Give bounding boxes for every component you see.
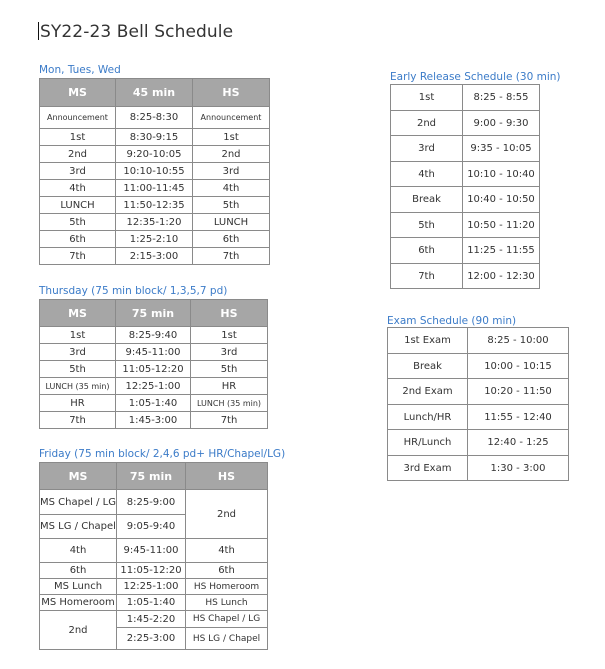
table-cell: 11:05-12:20 [117,563,186,579]
table-row [40,395,268,412]
table-cell: 4th [186,539,268,563]
friday-header-duration: 75 min [117,463,186,490]
table-cell: 10:10 - 10:40 [463,162,540,187]
table-row [40,163,270,180]
table-cell: 2nd [186,490,268,539]
table-row [391,264,540,289]
table-row [40,539,268,563]
table-cell: 2nd [391,111,463,136]
table-cell: 9:45-11:00 [117,539,186,563]
table-cell: HS LG / Chapel [186,628,268,650]
table-row [388,456,569,481]
table-row [40,378,268,395]
table-cell: 2nd [193,146,270,163]
table-row [388,328,569,354]
table-cell: 1:45-3:00 [116,412,191,429]
table-cell: MS Lunch [40,579,117,595]
table-row [40,595,268,611]
table-cell: 3rd [40,163,116,180]
text-cursor [38,22,39,40]
table-cell: 1st [193,129,270,146]
mtw-header-ms: MS [40,79,116,107]
table-cell: 5th [193,197,270,214]
table-cell: 1:30 - 3:00 [468,456,569,481]
table-cell: 3rd Exam [388,456,468,481]
table-cell: 10:50 - 11:20 [463,213,540,238]
table-row [391,187,540,213]
table-row [391,85,540,111]
table-cell: 6th [40,563,117,579]
early-release-table [390,84,540,289]
table-cell: HS Chapel / LG [186,611,268,628]
table-row [40,146,270,163]
friday-table [39,462,268,650]
table-cell: 3rd [391,136,463,162]
table-row [40,563,268,579]
table-cell: 9:35 - 10:05 [463,136,540,162]
table-cell: 3rd [193,163,270,180]
table-cell: 1st Exam [388,328,468,354]
table-cell: Break [391,187,463,213]
table-row [388,430,569,456]
table-cell: Break [388,354,468,379]
table-cell: MS LG / Chapel [40,515,117,539]
friday-header-hs: HS [186,463,268,490]
table-cell: 6th [40,231,116,248]
table-row [391,162,540,187]
table-row [40,579,268,595]
table-cell: 1st [40,129,116,146]
table-row [40,490,268,515]
table-cell: 11:25 - 11:55 [463,238,540,264]
table-cell: HS Homeroom [186,579,268,595]
table-cell: 4th [40,539,117,563]
thursday-table [39,299,268,429]
table-cell: 9:20-10:05 [116,146,193,163]
table-cell: 4th [40,180,116,197]
table-cell: 6th [193,231,270,248]
thursday-header-duration: 75 min [116,300,191,327]
table-row [40,231,270,248]
thursday-header-ms: MS [40,300,116,327]
document-title-text: SY22-23 Bell Schedule [40,22,234,42]
table-row [388,354,569,379]
mtw-header-row [40,79,270,107]
table-row [388,405,569,430]
table-cell: 8:25-9:40 [116,327,191,344]
table-cell: 11:50-12:35 [116,197,193,214]
table-cell: 8:25-8:30 [116,107,193,129]
table-cell: 5th [191,361,268,378]
table-row [40,611,268,628]
table-cell: 10:10-10:55 [116,163,193,180]
table-cell: 8:30-9:15 [116,129,193,146]
table-cell: 10:20 - 11:50 [468,379,569,405]
table-cell: 12:25-1:00 [117,579,186,595]
document-title[interactable] [38,22,233,42]
table-row [391,213,540,238]
table-cell: 7th [191,412,268,429]
table-cell: 2:25-3:00 [117,628,186,650]
table-row [391,111,540,136]
table-cell: LUNCH [40,197,116,214]
table-cell: 1:45-2:20 [117,611,186,628]
table-cell: 7th [391,264,463,289]
friday-header-row [40,463,268,490]
table-cell: 12:25-1:00 [116,378,191,395]
friday-heading: Friday (75 min block/ 2,4,6 pd+ HR/Chapel/LG) [39,448,286,460]
thursday-header-hs: HS [191,300,268,327]
exam-table [387,327,569,481]
table-row [40,361,268,378]
table-row [388,379,569,405]
table-cell: 12:00 - 12:30 [463,264,540,289]
table-cell: HR/Lunch [388,430,468,456]
table-cell: 5th [391,213,463,238]
table-row [40,327,268,344]
table-row [40,412,268,429]
table-cell: HR [191,378,268,395]
table-cell: LUNCH (35 min) [191,395,268,412]
table-cell: HR [40,395,116,412]
table-cell: LUNCH (35 min) [40,378,116,395]
table-cell: 6th [186,563,268,579]
table-cell: 11:05-12:20 [116,361,191,378]
table-cell: 8:25-9:00 [117,490,186,515]
table-cell: Announcement [193,107,270,129]
table-row [391,136,540,162]
table-cell: Announcement [40,107,116,129]
table-cell: 7th [40,412,116,429]
table-cell: 10:00 - 10:15 [468,354,569,379]
table-cell: 2nd Exam [388,379,468,405]
table-cell: 1st [40,327,116,344]
table-cell: MS Homeroom [40,595,117,611]
table-row [40,344,268,361]
table-row [40,197,270,214]
table-row [40,248,270,265]
table-cell: 10:40 - 10:50 [463,187,540,213]
table-cell: 1:05-1:40 [116,395,191,412]
thursday-heading: Thursday (75 min block/ 1,3,5,7 pd) [39,285,228,297]
table-cell: 4th [391,162,463,187]
early-release-heading: Early Release Schedule (30 min) [390,71,561,83]
table-cell: 9:45-11:00 [116,344,191,361]
table-cell: 4th [193,180,270,197]
table-cell: 6th [391,238,463,264]
mtw-heading: Mon, Tues, Wed [39,64,121,76]
table-cell: 8:25 - 10:00 [468,328,569,354]
table-cell: 5th [40,361,116,378]
table-cell: 3rd [191,344,268,361]
table-cell: 9:00 - 9:30 [463,111,540,136]
table-row [40,180,270,197]
table-cell: 9:05-9:40 [117,515,186,539]
table-cell: 8:25 - 8:55 [463,85,540,111]
table-cell: Lunch/HR [388,405,468,430]
table-cell: MS Chapel / LG [40,490,117,515]
table-cell: 1:25-2:10 [116,231,193,248]
table-cell: 2nd [40,146,116,163]
table-cell: 1st [391,85,463,111]
table-cell: 11:55 - 12:40 [468,405,569,430]
table-cell: 7th [193,248,270,265]
table-row [391,238,540,264]
mtw-header-duration: 45 min [116,79,193,107]
table-cell: 1st [191,327,268,344]
table-row [40,107,270,129]
table-cell: 3rd [40,344,116,361]
table-cell: 7th [40,248,116,265]
table-cell: 5th [40,214,116,231]
mtw-table [39,78,270,265]
friday-header-ms: MS [40,463,117,490]
mtw-header-hs: HS [193,79,270,107]
table-cell: 2:15-3:00 [116,248,193,265]
table-cell: LUNCH [193,214,270,231]
table-cell: 12:40 - 1:25 [468,430,569,456]
thursday-header-row [40,300,268,327]
table-cell: 1:05-1:40 [117,595,186,611]
table-cell: HS Lunch [186,595,268,611]
table-cell: 12:35-1:20 [116,214,193,231]
table-row [40,214,270,231]
table-row [40,129,270,146]
table-cell: 11:00-11:45 [116,180,193,197]
table-cell: 2nd [40,611,117,650]
exam-heading: Exam Schedule (90 min) [387,315,517,327]
